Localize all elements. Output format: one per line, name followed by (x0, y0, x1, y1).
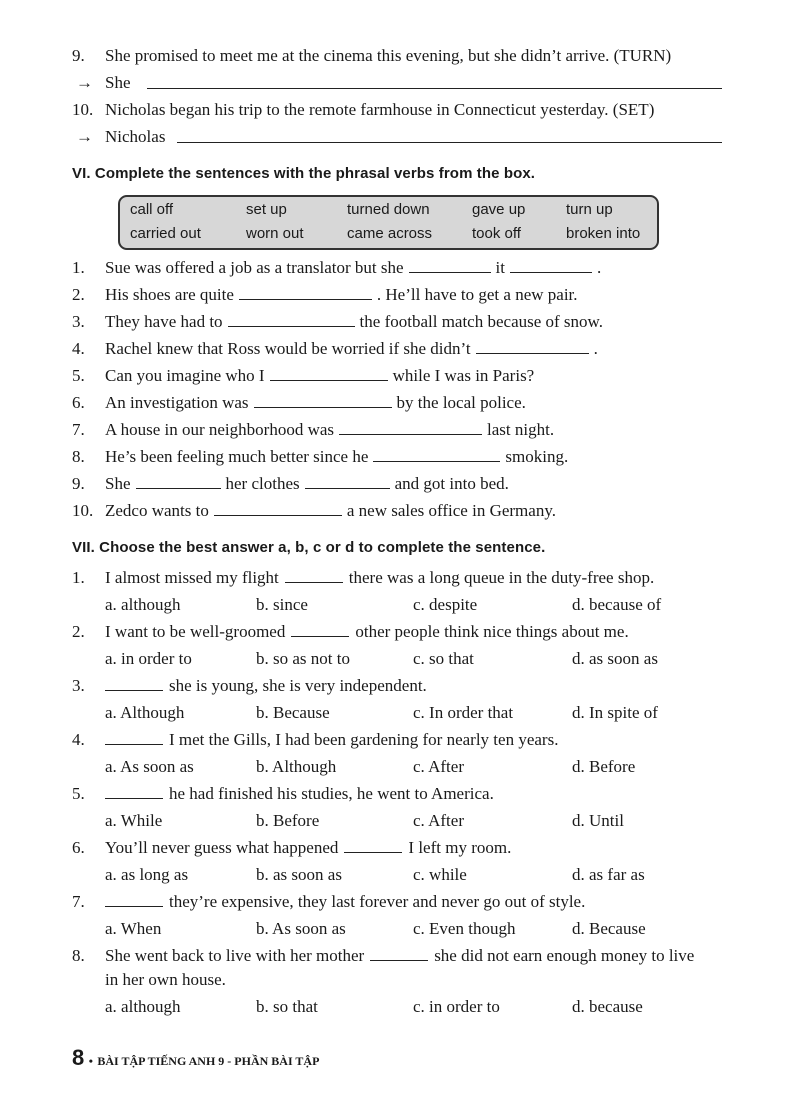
text-part: Zedco wants to (105, 501, 209, 520)
answer-blank[interactable] (373, 447, 500, 462)
item-number: 9. (72, 46, 85, 65)
phrasal-verb-box (118, 195, 659, 250)
text-part: it (495, 258, 505, 277)
answer-option-a[interactable]: a. While (105, 811, 163, 830)
section-7-heading: VII. Choose the best answer a, b, c or d to complete the sentence. (72, 539, 546, 556)
answer-blank[interactable] (291, 622, 349, 637)
answer-option-d[interactable]: d. Because (572, 919, 646, 938)
item-number: 6. (72, 838, 85, 857)
text-part: I left my room. (408, 838, 512, 857)
answer-option-d[interactable]: d. In spite of (572, 703, 658, 722)
box-word: call off (130, 201, 174, 218)
answer-blank[interactable] (105, 730, 163, 745)
item-text (105, 311, 603, 333)
item-number: 4. (72, 339, 85, 358)
section-6-heading: VI. Complete the sentences with the phrasal verbs from the box. (72, 165, 536, 182)
text-part: Can you imagine who I (105, 366, 265, 385)
text-part: I almost missed my flight (105, 568, 279, 587)
box-word: broken into (566, 225, 641, 242)
text-part: He’s been feeling much better since he (105, 447, 369, 466)
answer-start: Nicholas (105, 127, 166, 146)
answer-option-a[interactable]: a. in order to (105, 649, 192, 668)
answer-option-b[interactable]: b. so as not to (256, 649, 350, 668)
question-text (105, 891, 585, 913)
item-number: 3. (72, 676, 85, 695)
text-part: I met the Gills, I had been gardening for nearly ten years. (169, 730, 559, 749)
text-part: her clothes (225, 474, 300, 493)
question-text: in her own house. (105, 970, 226, 989)
answer-blank[interactable] (339, 420, 482, 435)
box-word: gave up (472, 201, 526, 218)
text-part: They have had to (105, 312, 223, 331)
question-text (105, 837, 511, 859)
answer-option-d[interactable]: d. because of (572, 595, 662, 614)
text-part: His shoes are quite (105, 285, 234, 304)
item-text (105, 365, 534, 387)
text-part: I want to be well-groomed (105, 622, 286, 641)
answer-option-c[interactable]: c. In order that (413, 703, 514, 722)
item-text: She promised to meet me at the cinema this evening, but she didn’t arrive. (TURN) (105, 46, 672, 65)
answer-blank[interactable] (105, 892, 163, 907)
text-part: while I was in Paris? (392, 366, 535, 385)
item-number: 8. (72, 447, 85, 466)
answer-blank[interactable] (147, 88, 722, 89)
box-word: took off (472, 225, 521, 242)
answer-blank[interactable] (305, 474, 390, 489)
question-text (105, 567, 654, 589)
answer-option-a[interactable]: a. as long as (105, 865, 189, 884)
answer-blank[interactable] (214, 501, 342, 516)
answer-option-a[interactable]: a. although (105, 595, 181, 614)
answer-option-b[interactable]: b. Although (256, 757, 337, 776)
answer-blank[interactable] (344, 838, 402, 853)
item-number: 6. (72, 393, 85, 412)
text-part: An investigation was (105, 393, 249, 412)
text-part: Rachel knew that Ross would be worried if she didn’t (105, 339, 471, 358)
answer-option-d[interactable]: d. because (572, 997, 643, 1016)
item-number: 1. (72, 568, 85, 587)
answer-option-c[interactable]: c. despite (413, 595, 478, 614)
item-number: 5. (72, 784, 85, 803)
answer-blank[interactable] (409, 258, 491, 273)
box-word: set up (246, 201, 287, 218)
item-text (105, 284, 578, 306)
answer-blank[interactable] (105, 676, 163, 691)
answer-option-d[interactable]: d. as soon as (572, 649, 658, 668)
item-text (105, 338, 598, 360)
box-word: turn up (566, 201, 613, 218)
text-part: and got into bed. (394, 474, 509, 493)
question-text (105, 783, 494, 805)
answer-option-b[interactable]: b. since (256, 595, 308, 614)
answer-blank[interactable] (510, 258, 592, 273)
item-text (105, 419, 554, 441)
answer-option-a[interactable]: a. As soon as (105, 757, 194, 776)
item-text (105, 257, 601, 279)
answer-blank[interactable] (105, 784, 163, 799)
item-number: 4. (72, 730, 85, 749)
item-text (105, 473, 509, 495)
page-footer (72, 1045, 319, 1071)
text-part: there was a long queue in the duty-free shop. (348, 568, 655, 587)
text-part: . (593, 339, 598, 358)
text-part: She went back to live with her mother (105, 946, 365, 965)
answer-option-a[interactable]: a. Although (105, 703, 185, 722)
footer-title: BÀI TẬP TIẾNG ANH 9 - PHẦN BÀI TẬP (97, 1054, 320, 1068)
item-number: 8. (72, 946, 85, 965)
text-part: she did not earn enough money to live (434, 946, 695, 965)
item-text (105, 446, 568, 468)
answer-option-c[interactable]: c. in order to (413, 997, 500, 1016)
answer-start: She (105, 73, 131, 92)
footer-bullet: • (88, 1054, 93, 1068)
page-number: 8 (72, 1045, 85, 1070)
answer-option-b[interactable]: b. Before (256, 811, 320, 830)
item-number: 7. (72, 892, 85, 911)
item-number: 2. (72, 622, 85, 641)
answer-option-a[interactable]: a. although (105, 997, 181, 1016)
text-part: A house in our neighborhood was (105, 420, 335, 439)
item-text: Nicholas began his trip to the remote farmhouse in Connecticut yesterday. (SET) (105, 100, 655, 119)
item-text (105, 392, 526, 414)
text-part: . (596, 258, 602, 277)
answer-option-c[interactable]: c. while (413, 865, 467, 884)
item-text (105, 500, 556, 522)
item-number: 10. (72, 501, 94, 520)
answer-option-d[interactable]: d. Before (572, 757, 636, 776)
text-part: You’ll never guess what happened (105, 838, 339, 857)
answer-option-b[interactable]: b. As soon as (256, 919, 346, 938)
answer-option-c[interactable]: c. Even though (413, 919, 516, 938)
question-text (105, 945, 694, 967)
answer-blank[interactable] (370, 946, 428, 961)
item-number: 3. (72, 312, 85, 331)
answer-blank[interactable] (136, 474, 221, 489)
text-part: Sue was offered a job as a translator but she (105, 258, 404, 277)
answer-blank[interactable] (270, 366, 388, 381)
text-part: She (105, 474, 131, 493)
text-part: he had finished his studies, he went to America. (169, 784, 494, 803)
arrow-icon: → (76, 73, 93, 92)
arrow-icon: → (76, 127, 93, 146)
text-part: she is young, she is very independent. (169, 676, 427, 695)
answer-option-b[interactable]: b. Because (256, 703, 330, 722)
question-text (105, 675, 427, 697)
text-part: the football match because of snow. (359, 312, 603, 331)
answer-blank[interactable] (476, 339, 589, 354)
answer-option-c[interactable]: c. After (413, 757, 464, 776)
box-word: came across (347, 225, 433, 242)
answer-option-b[interactable]: b. as soon as (256, 865, 342, 884)
answer-blank[interactable] (239, 285, 372, 300)
question-text (105, 729, 558, 751)
answer-blank[interactable] (228, 312, 355, 327)
text-part: last night. (487, 420, 555, 439)
answer-blank[interactable] (254, 393, 392, 408)
answer-option-a[interactable]: a. When (105, 919, 162, 938)
answer-blank[interactable] (285, 568, 343, 583)
text-part: smoking. (505, 447, 569, 466)
item-number: 5. (72, 366, 85, 385)
item-number: 1. (72, 258, 85, 277)
answer-option-c[interactable]: c. so that (413, 649, 474, 668)
item-number: 2. (72, 285, 85, 304)
text-part: by the local police. (396, 393, 526, 412)
text-part: a new sales office in Germany. (346, 501, 556, 520)
item-number: 7. (72, 420, 85, 439)
box-word: turned down (347, 201, 430, 218)
answer-option-c[interactable]: c. After (413, 811, 464, 830)
box-word: carried out (130, 225, 201, 242)
item-number: 10. (72, 100, 94, 119)
question-text (105, 621, 629, 643)
answer-option-d[interactable]: d. Until (572, 811, 624, 830)
answer-option-d[interactable]: d. as far as (572, 865, 645, 884)
text-part: . He’ll have to get a new pair. (376, 285, 578, 304)
text-part: they’re expensive, they last forever and never go out of style. (169, 892, 586, 911)
answer-option-b[interactable]: b. so that (256, 997, 318, 1016)
text-part: other people think nice things about me. (355, 622, 629, 641)
answer-blank[interactable] (177, 142, 722, 143)
item-number: 9. (72, 474, 85, 493)
box-word: worn out (246, 225, 304, 242)
